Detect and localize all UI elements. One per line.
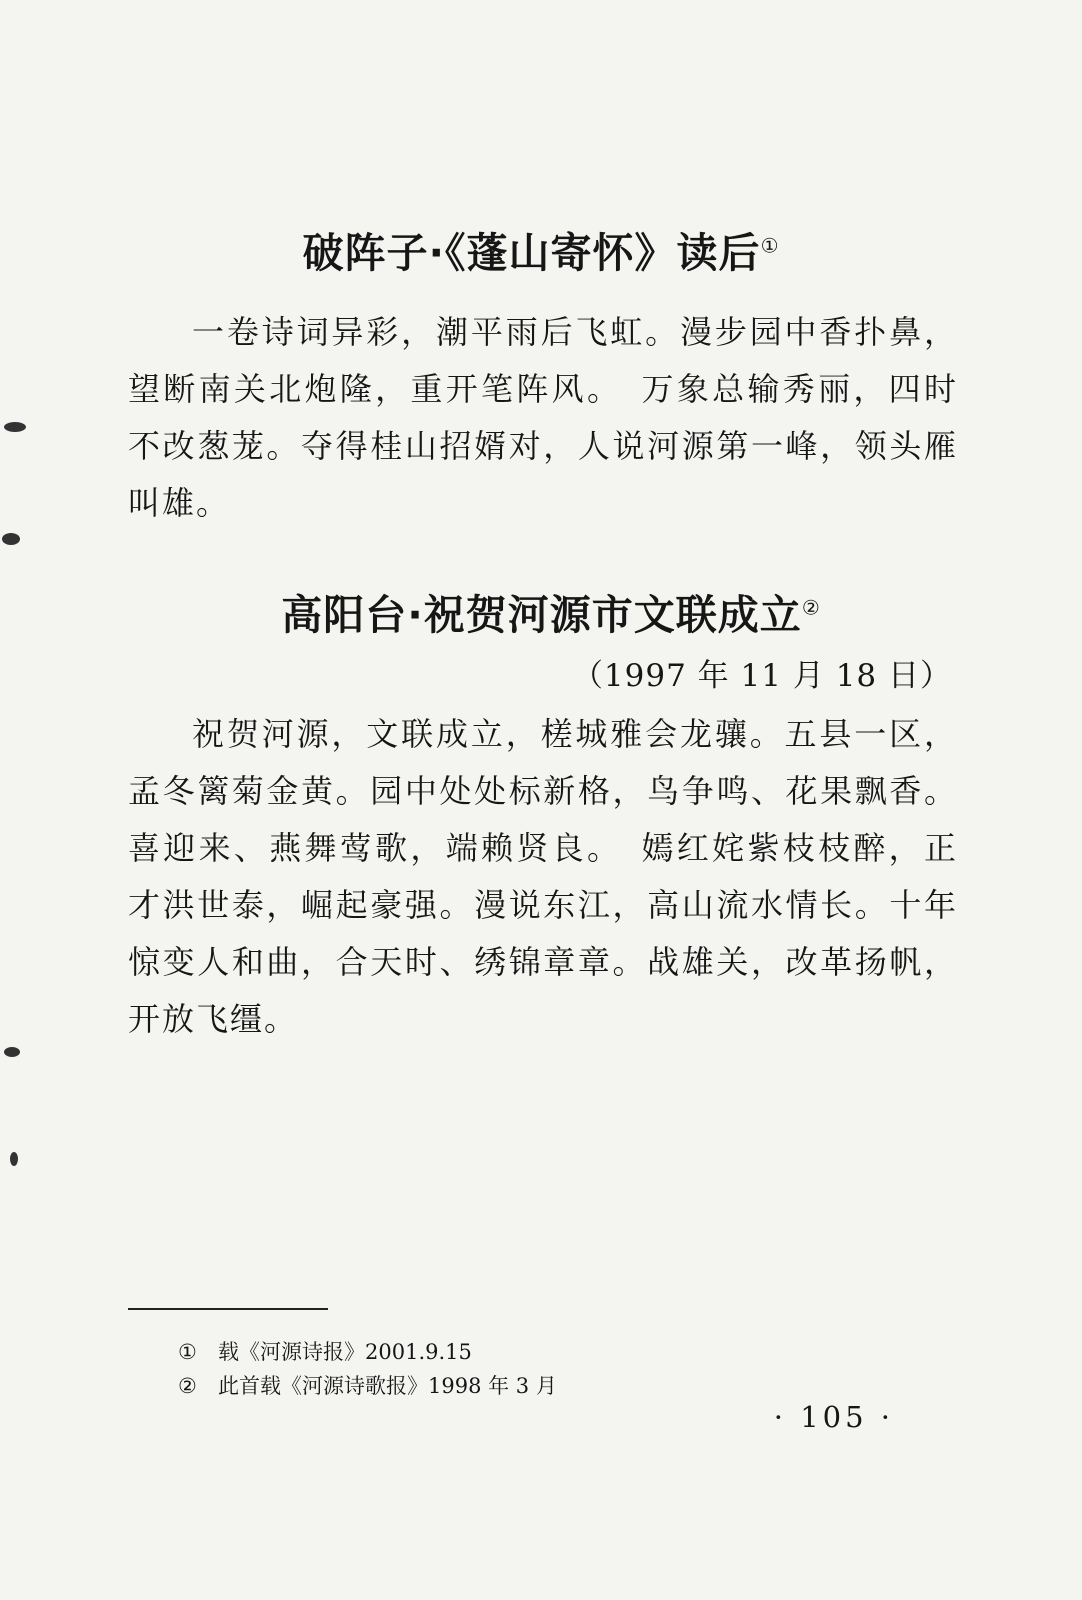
poem-body-1: 一卷诗词异彩，潮平雨后飞虹。漫步园中香扑鼻，望断南关北炮隆，重开笔阵风。 万象总输秀丽，四时不改葱茏。夺得桂山招婿对，人说河源第一峰，领头雁叫雄。 (128, 313, 958, 522)
footnote-2 (178, 1369, 557, 1403)
footnote-ref-2: ② (801, 595, 821, 620)
footnote-divider (128, 1308, 328, 1310)
scan-speck (4, 422, 26, 432)
footnote-2-mark: ② (178, 1374, 197, 1398)
poem-date: （1997 年 11 月 18 日） (571, 658, 952, 694)
scan-speck (2, 533, 20, 545)
footnote-1 (178, 1335, 557, 1369)
scan-speck (4, 1047, 20, 1057)
footnote-ref-1: ① (760, 233, 780, 258)
footnote-2-text: 此首载《河源诗歌报》1998 年 3 月 (218, 1374, 557, 1398)
footnote-1-mark: ① (178, 1340, 197, 1364)
scan-speck (10, 1152, 18, 1166)
page-number: · 105 · (773, 1400, 894, 1434)
poem-body-2: 祝贺河源，文联成立，槎城雅会龙骧。五县一区，孟冬篱菊金黄。园中处处标新格，鸟争鸣、花果飘香。喜迎来、燕舞莺歌，端赖贤良。 嫣红姹紫枝枝醉，正才洪世泰，崛起豪强。漫说东江，高山流水情长。十年惊变人和曲，合天时、绣锦章章。战雄关，改革扬帆，开放飞缰。 (128, 715, 958, 1038)
footnotes (178, 1335, 557, 1403)
poem-title-2 (0, 582, 1082, 641)
poem-title-1 (0, 220, 1082, 279)
poem-title-2-text: 高阳台·祝贺河源市文联成立 (281, 591, 802, 639)
poem-title-1-text: 破阵子·《蓬山寄怀》读后 (302, 229, 761, 277)
footnote-1-text: 载《河源诗报》2001.9.15 (218, 1340, 472, 1364)
